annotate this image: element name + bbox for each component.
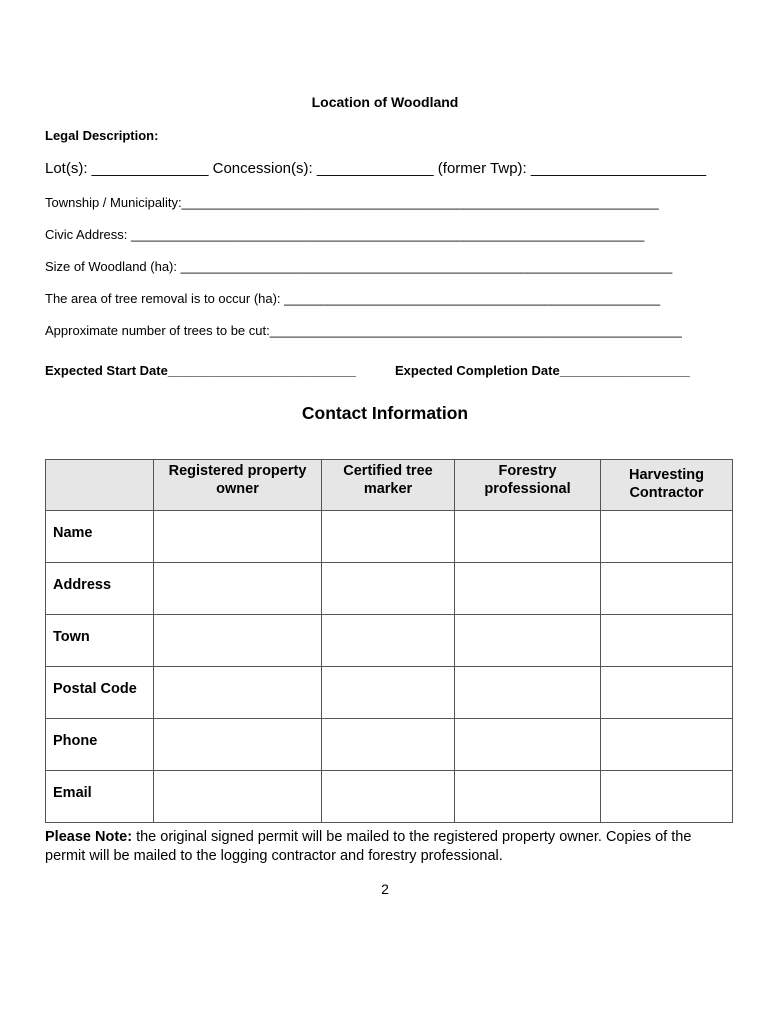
table-cell[interactable] (601, 771, 733, 823)
table-cell[interactable] (455, 615, 601, 667)
table-cell[interactable] (322, 719, 455, 771)
table-cell[interactable] (154, 615, 322, 667)
table-cell[interactable] (154, 771, 322, 823)
legal-description-label: Legal Description: (45, 128, 159, 143)
table-cell[interactable] (601, 563, 733, 615)
contact-title: Contact Information (301, 403, 469, 423)
completion-date-field: Expected Completion Date__________________ (395, 363, 690, 378)
table-cell[interactable] (154, 667, 322, 719)
header-forestry-professional: Forestry professional (455, 460, 601, 511)
table-cell[interactable] (455, 563, 601, 615)
note-text: the original signed permit will be mailed to the registered property owner. Copies of the permit will be mailed to the logging contractor and forestry professional. (45, 829, 692, 864)
table-cell[interactable] (455, 667, 601, 719)
table-cell[interactable] (455, 511, 601, 563)
location-title: Location of Woodland (311, 94, 459, 110)
table-row (46, 719, 733, 771)
civic-address-field: Civic Address: _______________________________________________________________________ (45, 227, 645, 242)
table-cell[interactable] (601, 719, 733, 771)
contact-table (45, 459, 733, 823)
row-label: Postal Code (46, 667, 154, 719)
table-row (46, 563, 733, 615)
row-label: Name (46, 511, 154, 563)
table-cell[interactable] (322, 563, 455, 615)
woodland-size-field: Size of Woodland (ha): ____________________________________________________________________ (45, 259, 673, 274)
table-row (46, 667, 733, 719)
table-cell[interactable] (154, 511, 322, 563)
removal-area-field: The area of tree removal is to occur (ha): ____________________________________________________ (45, 291, 661, 306)
table-row (46, 771, 733, 823)
lot-concession-field: Lot(s): ______________ Concession(s): ______________ (former Twp): _____________________ (45, 160, 707, 177)
note-label: Please Note: (45, 829, 133, 845)
table-cell[interactable] (322, 771, 455, 823)
table-row (46, 615, 733, 667)
start-date-field: Expected Start Date__________________________ (45, 363, 356, 378)
table-cell[interactable] (601, 511, 733, 563)
header-property-owner: Registered property owner (154, 460, 322, 511)
page-number: 2 (381, 881, 389, 897)
header-tree-marker: Certified tree marker (322, 460, 455, 511)
header-harvesting-contractor: Harvesting Contractor (601, 460, 733, 511)
table-cell[interactable] (322, 667, 455, 719)
row-label: Town (46, 615, 154, 667)
table-cell[interactable] (601, 667, 733, 719)
table-cell[interactable] (455, 771, 601, 823)
table-cell[interactable] (154, 719, 322, 771)
table-cell[interactable] (322, 615, 455, 667)
row-label: Email (46, 771, 154, 823)
table-row (46, 511, 733, 563)
table-cell[interactable] (455, 719, 601, 771)
table-cell[interactable] (154, 563, 322, 615)
row-label: Phone (46, 719, 154, 771)
township-field: Township / Municipality:__________________________________________________________________ (45, 195, 659, 210)
header-blank (46, 460, 154, 511)
row-label: Address (46, 563, 154, 615)
table-cell[interactable] (601, 615, 733, 667)
tree-count-field: Approximate number of trees to be cut:_________________________________________________________ (45, 323, 682, 338)
please-note (45, 828, 735, 866)
table-header-row (46, 460, 733, 511)
table-cell[interactable] (322, 511, 455, 563)
